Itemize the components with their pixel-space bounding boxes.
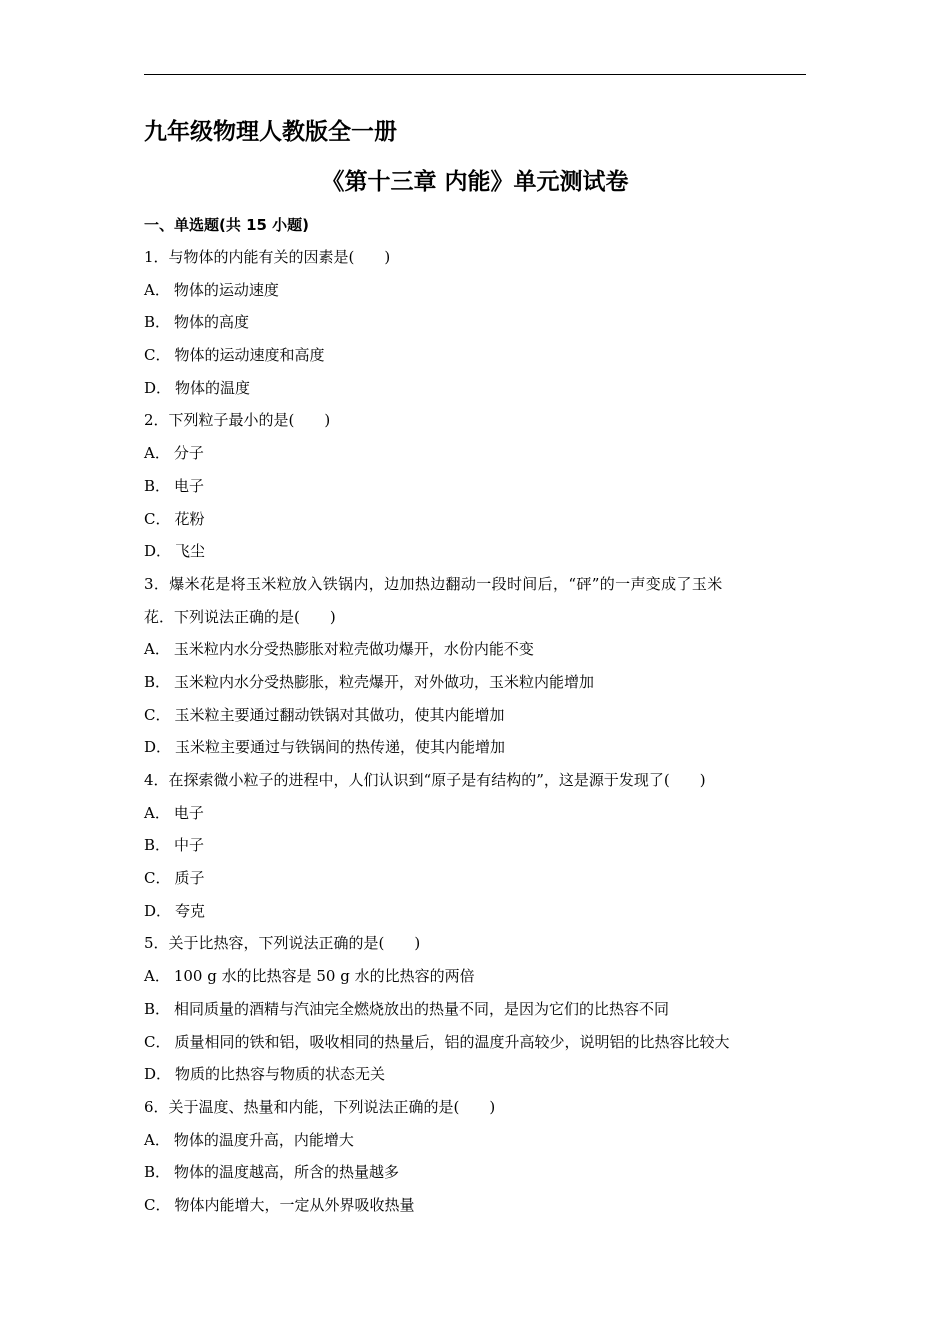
- option-letter: D．: [144, 901, 172, 920]
- question-number: 5．: [144, 934, 169, 953]
- option-letter: C．: [144, 346, 171, 365]
- option-b: [144, 829, 806, 862]
- question-text: 关于温度、热量和内能，下列说法正确的是( ): [168, 1097, 496, 1116]
- option-b: [144, 470, 806, 503]
- option-letter: A．: [144, 444, 170, 463]
- option-letter: D．: [144, 378, 172, 397]
- question-stem: [144, 1091, 806, 1124]
- header-rule: [144, 74, 806, 75]
- option-letter: A．: [144, 640, 170, 659]
- option-text: 玉米粒主要通过与铁锅间的热传递，使其内能增加: [175, 738, 506, 757]
- option-letter: D．: [144, 738, 172, 757]
- option-letter: B．: [144, 836, 171, 855]
- option-text: 花粉: [174, 509, 205, 528]
- option-c: [144, 862, 806, 895]
- option-letter: C．: [144, 509, 171, 528]
- option-c: [144, 1026, 806, 1059]
- question-stem: [144, 764, 806, 797]
- option-text: 电子: [174, 476, 205, 495]
- question-text: 爆米花是将玉米粒放入铁锅内，边加热边翻动一段时间后，“砰”的一声变成了玉米: [169, 574, 723, 593]
- option-b: [144, 306, 806, 339]
- option-letter: D．: [144, 1065, 172, 1084]
- option-text: 夸克: [175, 901, 206, 920]
- option-text: 质量相同的铁和铝，吸收相同的热量后，铝的温度升高较少，说明铝的比热容比较大: [174, 1032, 730, 1051]
- question-text: 在探索微小粒子的进程中，人们认识到“原子是有结构的”，这是源于发现了( ): [168, 771, 706, 789]
- option-a: [144, 797, 806, 830]
- option-a: [144, 633, 806, 666]
- question-stem-continued: 花．下列说法正确的是( ): [144, 607, 336, 626]
- option-text: 相同质量的酒精与汽油完全燃烧放出的热量不同，是因为它们的比热容不同: [174, 999, 670, 1018]
- option-a: [144, 960, 806, 993]
- question-number: 1．: [144, 248, 169, 266]
- option-letter: B．: [144, 999, 171, 1018]
- question-number: 2．: [144, 411, 169, 430]
- option-letter: C．: [144, 705, 171, 724]
- option-letter: C．: [144, 869, 171, 888]
- option-b: [144, 993, 806, 1026]
- question-list: [144, 241, 806, 1222]
- option-letter: C．: [144, 1195, 171, 1214]
- option-text: 物体内能增大，一定从外界吸收热量: [174, 1195, 415, 1214]
- document-title-grade: 九年级物理人教版全一册: [144, 119, 397, 145]
- option-d: [144, 731, 806, 764]
- option-text: 玉米粒内水分受热膨胀，粒壳爆开，对外做功，玉米粒内能增加: [174, 672, 595, 691]
- option-c: [144, 1189, 806, 1222]
- option-text: 物体的温度: [175, 378, 251, 397]
- option-d: [144, 535, 806, 568]
- option-text: 玉米粒内水分受热膨胀对粒壳做功爆开，水份内能不变: [173, 640, 534, 659]
- option-a: [144, 437, 806, 470]
- section-heading: 一、单选题(共 15 小题): [144, 216, 310, 234]
- option-d: [144, 372, 806, 405]
- option-text: 物体的温度升高，内能增大: [173, 1130, 354, 1149]
- option-letter: A．: [144, 280, 170, 299]
- option-letter: A．: [144, 1130, 170, 1149]
- document-title-chapter: 《第十三章 内能》单元测试卷: [321, 169, 629, 195]
- option-text: 物体的高度: [174, 313, 250, 332]
- option-text: 物体的运动速度和高度: [174, 346, 325, 365]
- option-text: 质子: [174, 869, 205, 888]
- option-b: [144, 666, 806, 699]
- question-stem: [144, 568, 806, 601]
- question-text: 关于比热容，下列说法正确的是( ): [168, 934, 421, 953]
- option-a: [144, 274, 806, 307]
- option-text: 物质的比热容与物质的状态无关: [175, 1065, 386, 1084]
- option-d: [144, 1058, 806, 1091]
- question-text: 与物体的内能有关的因素是( ): [168, 248, 391, 266]
- question-number: 3．: [144, 574, 170, 593]
- option-a: [144, 1124, 806, 1157]
- option-c: [144, 699, 806, 732]
- option-letter: A．: [144, 967, 170, 986]
- question-stem: [144, 241, 806, 274]
- option-text: 物体的温度越高，所含的热量越多: [174, 1163, 400, 1182]
- question-stem: [144, 404, 806, 437]
- option-c: [144, 339, 806, 372]
- option-text: 100 g 水的比热容是 50 g 水的比热容的两倍: [173, 967, 475, 986]
- option-text: 物体的运动速度: [173, 280, 279, 299]
- option-text: 电子: [173, 803, 204, 822]
- option-letter: B．: [144, 476, 171, 495]
- option-letter: C．: [144, 1032, 171, 1051]
- question-stem: [144, 927, 806, 960]
- option-text: 分子: [173, 444, 204, 463]
- question-number: 4．: [144, 771, 169, 789]
- option-text: 中子: [174, 836, 205, 855]
- question-number: 6．: [144, 1097, 169, 1116]
- option-letter: A．: [144, 803, 170, 822]
- option-letter: B．: [144, 672, 171, 691]
- option-c: [144, 503, 806, 536]
- option-letter: B．: [144, 313, 171, 332]
- option-b: [144, 1156, 806, 1189]
- option-text: 玉米粒主要通过翻动铁锅对其做功，使其内能增加: [174, 705, 505, 724]
- option-letter: B．: [144, 1163, 171, 1182]
- option-d: [144, 895, 806, 928]
- question-text: 下列粒子最小的是( ): [168, 411, 331, 430]
- option-text: 飞尘: [175, 542, 206, 561]
- option-letter: D．: [144, 542, 172, 561]
